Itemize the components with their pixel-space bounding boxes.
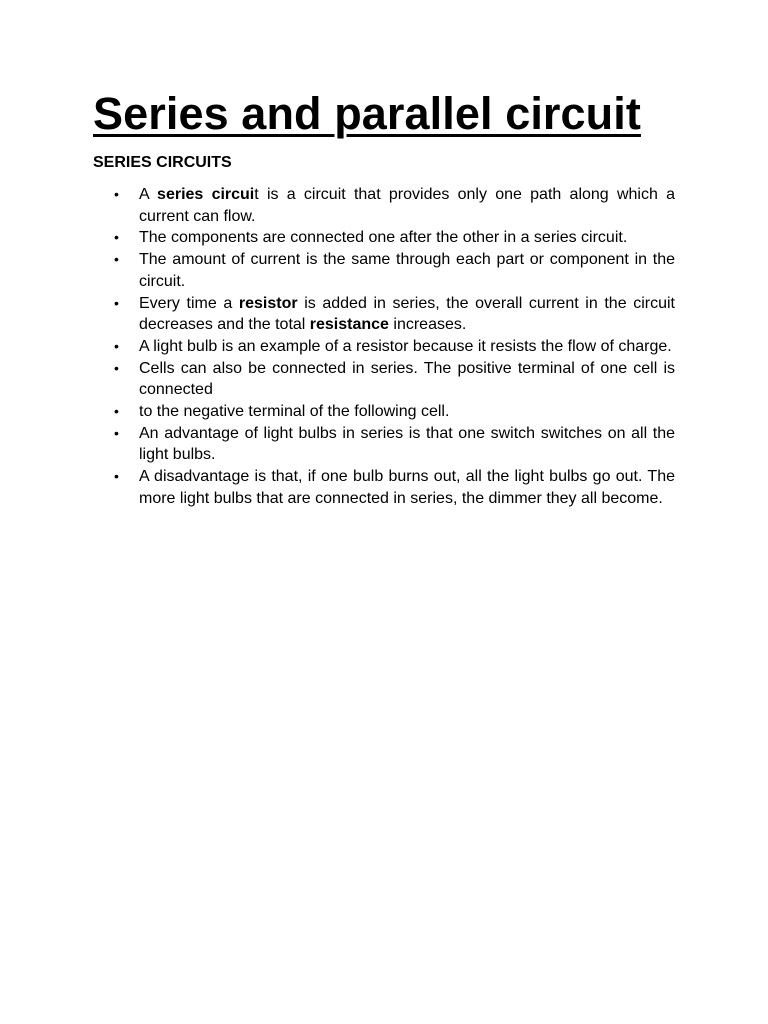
list-item-text xyxy=(139,229,627,246)
bullet-icon: • xyxy=(114,229,119,246)
bullet-icon: • xyxy=(114,251,119,268)
bullet-icon: • xyxy=(114,186,119,202)
list-item-text xyxy=(139,403,449,420)
bullet-icon: • xyxy=(114,403,119,420)
bullet-icon: • xyxy=(114,468,119,485)
text-run: t is a circuit that provides only one path along which a current can flow. xyxy=(139,186,676,225)
list-item-text xyxy=(139,295,675,334)
list-item xyxy=(93,358,675,401)
list-item xyxy=(93,423,675,466)
list-item-text xyxy=(139,338,672,355)
list-item xyxy=(93,401,675,423)
list-item-text xyxy=(139,186,675,225)
list-item-text xyxy=(139,360,675,399)
list-item-text xyxy=(139,468,675,507)
bullet-icon: • xyxy=(114,337,119,354)
bullet-icon: • xyxy=(114,294,119,311)
list-item xyxy=(93,293,675,336)
list-item xyxy=(93,249,675,292)
list-item-text xyxy=(139,425,675,464)
document-page xyxy=(93,88,675,510)
bullet-icon: • xyxy=(114,424,119,441)
list-item-text xyxy=(139,251,675,290)
text-run: to the negative terminal of the following cell. xyxy=(139,403,450,421)
bold-term: resistor xyxy=(238,294,298,312)
text-run: The components are connected one after the other in a series circuit. xyxy=(139,229,628,247)
text-run: A light bulb is an example of a resistor because it resists the flow of charge. xyxy=(139,337,672,355)
text-run: A xyxy=(139,186,158,203)
list-item xyxy=(93,336,675,358)
text-run: Cells can also be connected in series. The positive terminal of one cell is connected xyxy=(139,359,675,399)
bullet-icon: • xyxy=(114,359,119,376)
bullet-list xyxy=(93,184,675,510)
text-run: An advantage of light bulbs in series is that one switch switches on all the light bulbs. xyxy=(139,424,675,464)
section-heading: SERIES CIRCUITS xyxy=(93,154,232,171)
text-run: increases. xyxy=(388,316,467,334)
text-run: Every time a xyxy=(139,294,239,312)
list-item xyxy=(93,184,675,227)
text-run: A disadvantage is that, if one bulb burns out, all the light bulbs go out. The more light bulbs that are connected in series, the dimmer they all become. xyxy=(139,468,675,507)
bold-term: resistance xyxy=(309,316,389,334)
text-run: is added in series, the overall current in the circuit decreases and the total xyxy=(139,294,675,334)
bold-term: series circui xyxy=(157,186,255,203)
list-item xyxy=(93,466,675,509)
list-item xyxy=(93,227,675,249)
document-title: Series and parallel circuit xyxy=(93,88,641,139)
text-run: The amount of current is the same through each part or component in the circuit. xyxy=(139,251,675,290)
